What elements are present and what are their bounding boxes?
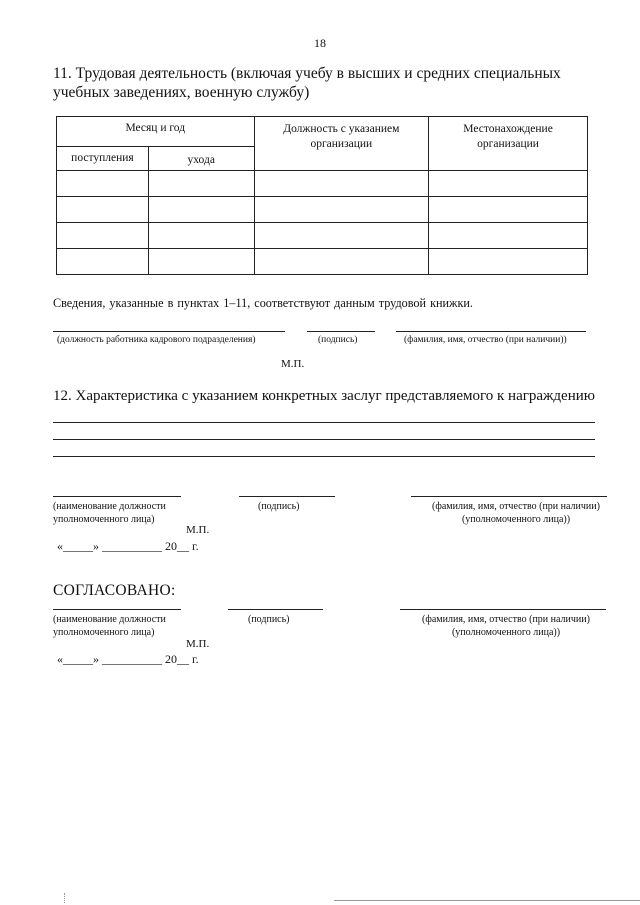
table-cell[interactable] [57,197,149,223]
hr-position-line[interactable] [53,331,285,332]
date-field[interactable]: «_____» __________ 20__ г. [57,652,199,666]
header-admission: поступления [57,147,149,171]
signature-caption: (подпись) [318,335,358,345]
table-cell[interactable] [429,223,588,249]
signature-line[interactable] [239,496,335,497]
table-cell[interactable] [57,249,149,275]
table-cell[interactable] [57,223,149,249]
page-number: 18 [314,36,326,50]
position-line[interactable] [53,496,181,497]
table-cell[interactable] [254,197,429,223]
position-caption-line: (наименование должности [53,501,166,512]
position-caption-line: уполномоченного лица) [53,627,155,638]
statement-text: Сведения, указанные в пунктах 1–11, соответствуют данным трудовой книжки. [53,296,473,310]
full-name-caption [408,613,604,639]
signature-caption: (подпись) [248,614,290,625]
table-cell[interactable] [254,249,429,275]
table-cell[interactable] [254,171,429,197]
seal-placeholder: М.П. [281,358,305,370]
position-caption-line: (наименование должности [53,614,166,625]
table-cell[interactable] [429,197,588,223]
full-name-caption-line: (уполномоченного лица)) [461,514,571,525]
page-edge-line [334,900,640,901]
characteristic-line[interactable] [53,456,595,457]
table-cell[interactable] [254,223,429,249]
full-name-line[interactable] [400,609,606,610]
table-cell[interactable] [429,249,588,275]
position-caption [53,500,166,526]
table-cell[interactable] [148,249,254,275]
full-name-caption: (фамилия, имя, отчество (при наличии)) [404,335,567,345]
full-name-caption-line: (фамилия, имя, отчество (при наличии) [422,614,590,625]
full-name-line[interactable] [396,331,586,332]
seal-placeholder: М.П. [186,638,210,650]
section-11-title: 11. Трудовая деятельность (включая учебу в высших и средних специальных учебных заведениях, военную службу) [53,65,561,101]
full-name-caption-line: (фамилия, имя, отчество (при наличии) [432,501,600,512]
table-row [57,171,588,197]
table-row [57,223,588,249]
table-header-row [57,117,588,147]
signature-caption: (подпись) [258,501,300,512]
hr-position-caption: (должность работника кадрового подразделения) [57,335,256,345]
position-caption [53,613,166,639]
header-leaving: ухода [148,147,254,171]
full-name-caption [422,500,610,526]
table-row [57,249,588,275]
seal-placeholder: М.П. [186,524,210,536]
full-name-caption-line: (уполномоченного лица)) [451,627,561,638]
section-12-title: 12. Характеристика с указанием конкретных заслуг представляемого к награждению [53,388,595,404]
signature-line[interactable] [307,331,375,332]
table-cell[interactable] [429,171,588,197]
table-cell[interactable] [148,197,254,223]
employment-table [56,116,588,275]
date-field[interactable]: «_____» __________ 20__ г. [57,539,199,553]
agreed-title: СОГЛАСОВАНО: [53,582,176,599]
table-cell[interactable] [148,223,254,249]
position-caption-line: уполномоченного лица) [53,514,155,525]
scan-mark [64,893,65,903]
characteristic-line[interactable] [53,422,595,423]
table-cell[interactable] [148,171,254,197]
position-line[interactable] [53,609,181,610]
signature-line[interactable] [228,609,323,610]
full-name-line[interactable] [411,496,607,497]
header-position: Должность с указанием организации [254,117,429,171]
header-location: Местонахождение организации [429,117,588,171]
characteristic-line[interactable] [53,439,595,440]
table-cell[interactable] [57,171,149,197]
table-row [57,197,588,223]
header-month-year: Месяц и год [57,117,255,147]
